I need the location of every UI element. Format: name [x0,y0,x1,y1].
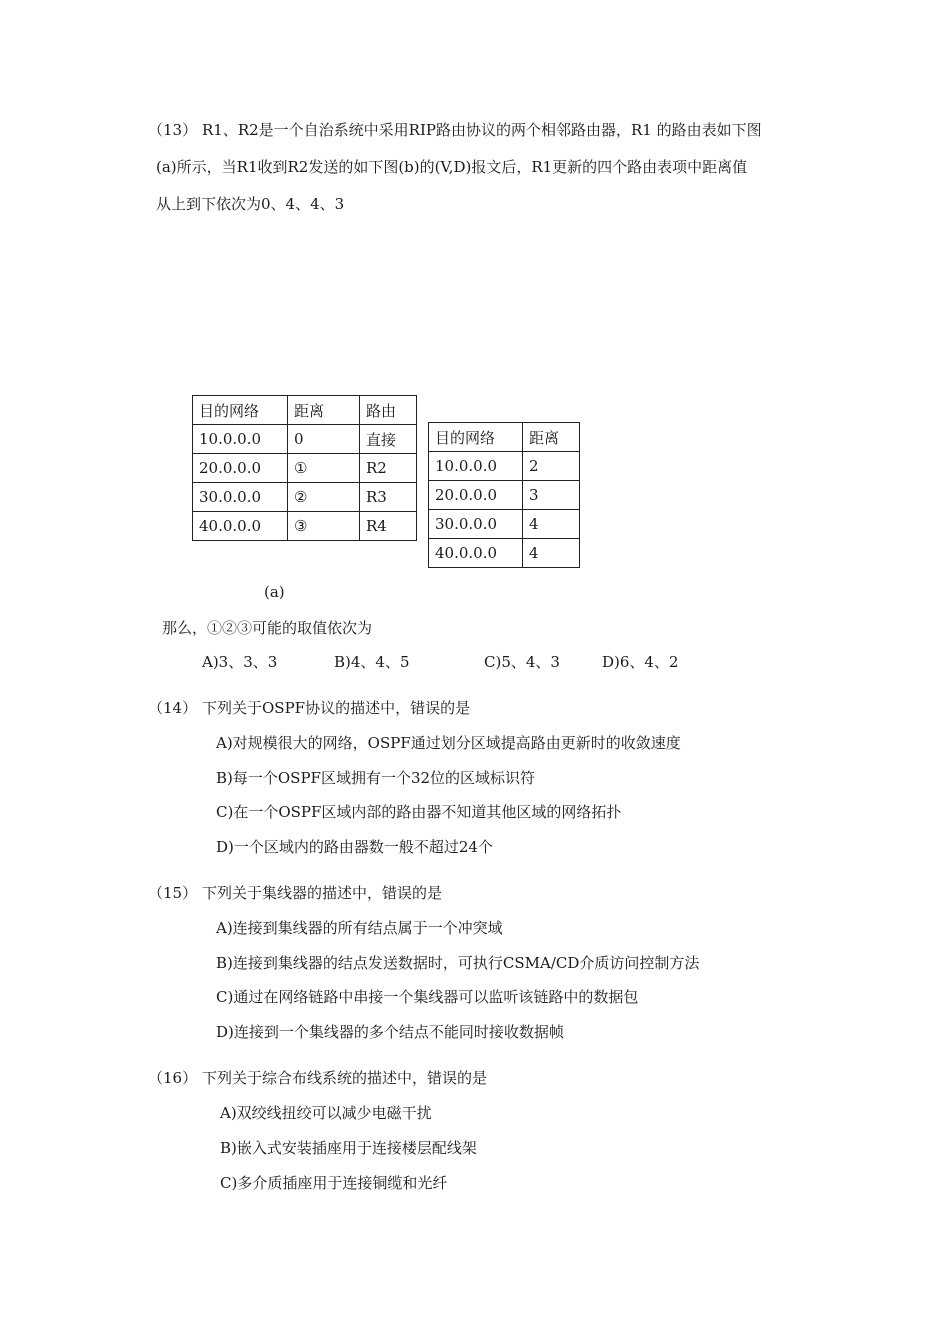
table-header-cell: 路由 [360,396,417,425]
table-header-cell: 目的网络 [429,423,523,452]
q16-option-c: C)多介质插座用于连接铜缆和光纤 [220,1174,448,1192]
q15-option-b: B)连接到集线器的结点发送数据时，可执行CSMA/CD介质访问控制方法 [216,954,700,972]
q16-option-b: B)嵌入式安装插座用于连接楼层配线架 [220,1139,477,1157]
q14-option-d: D)一个区域内的路由器数一般不超过24个 [216,838,493,856]
q15-option-c: C)通过在网络链路中串接一个集线器可以监听该链路中的数据包 [216,988,639,1006]
table-header-row [193,396,417,425]
vd-table-b [428,422,580,568]
table-cell: 2 [523,452,580,481]
q15-option-d: D)连接到一个集线器的多个结点不能同时接收数据帧 [216,1023,564,1041]
table-cell: 10.0.0.0 [193,425,288,454]
table-cell: 4 [523,539,580,568]
table-cell: 3 [523,481,580,510]
table-row [429,510,580,539]
table-header-cell: 距离 [288,396,360,425]
table-cell: 0 [288,425,360,454]
table-cell: R4 [360,512,417,541]
table-cell: ② [288,483,360,512]
table-cell: R2 [360,454,417,483]
table-header-cell: 距离 [523,423,580,452]
table-cell: 40.0.0.0 [429,539,523,568]
q13-number: （13） [148,121,198,139]
table-cell: ③ [288,512,360,541]
q13-line2: (a)所示，当R1收到R2发送的如下图(b)的(V,D)报文后，R1更新的四个路由表项中距离值 [156,158,748,176]
table-row [193,425,417,454]
q16-option-a: A)双绞线扭绞可以减少电磁干扰 [220,1104,432,1122]
q14-number: （14） [148,699,198,717]
q13-line1: R1、R2是一个自治系统中采用RIP路由协议的两个相邻路由器，R1 的路由表如下图 [202,121,762,139]
table-row [429,539,580,568]
table-cell: 10.0.0.0 [429,452,523,481]
table-header-cell: 目的网络 [193,396,288,425]
table-header-row [429,423,580,452]
table-row [193,512,417,541]
table-cell: 40.0.0.0 [193,512,288,541]
q13-line3: 从上到下依次为0、4、4、3 [156,195,345,213]
routing-table-a [192,395,417,541]
table-row [429,481,580,510]
table-row [193,454,417,483]
q13-option-a: A)3、3、3 [202,653,278,671]
table-cell: 30.0.0.0 [429,510,523,539]
table-cell: 4 [523,510,580,539]
q14-option-c: C)在一个OSPF区域内部的路由器不知道其他区域的网络拓扑 [216,803,622,821]
q14-option-a: A)对规模很大的网络，OSPF通过划分区域提高路由更新时的收敛速度 [216,734,681,752]
table-row [429,452,580,481]
table-cell: R3 [360,483,417,512]
q13-option-b: B)4、4、5 [334,653,410,671]
table-a-caption: (a) [264,583,285,601]
q13-question: 那么，①②③可能的取值依次为 [162,619,373,637]
q16-stem: 下列关于综合布线系统的描述中，错误的是 [202,1069,488,1087]
q15-number: （15） [148,884,198,902]
q13-option-d: D)6、4、2 [602,653,679,671]
q16-number: （16） [148,1069,198,1087]
q15-stem: 下列关于集线器的描述中，错误的是 [202,884,443,902]
q14-option-b: B)每一个OSPF区域拥有一个32位的区域标识符 [216,769,536,787]
q14-stem: 下列关于OSPF协议的描述中，错误的是 [202,699,471,717]
q15-option-a: A)连接到集线器的所有结点属于一个冲突域 [216,919,503,937]
q13-option-c: C)5、4、3 [484,653,560,671]
table-cell: 直接 [360,425,417,454]
table-cell: 20.0.0.0 [429,481,523,510]
table-cell: 30.0.0.0 [193,483,288,512]
table-cell: ① [288,454,360,483]
table-row [193,483,417,512]
table-cell: 20.0.0.0 [193,454,288,483]
